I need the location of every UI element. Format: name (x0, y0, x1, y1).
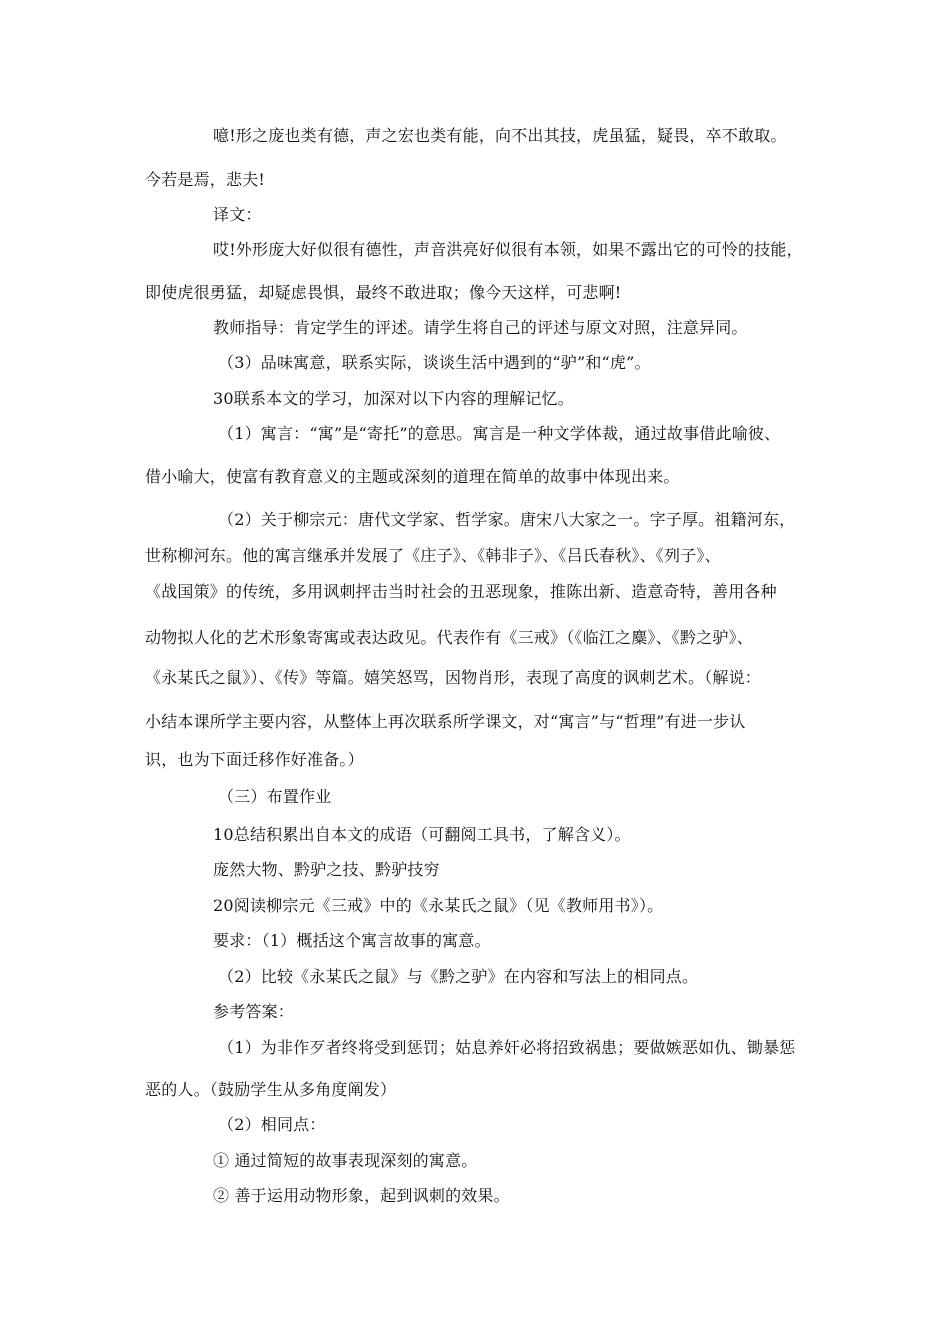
text-line: 译文： (213, 205, 262, 224)
text-line: 噫!形之庞也类有德，声之宏也类有能，向不出其技，虎虽猛，疑畏，卒不敢取。 (213, 126, 787, 145)
text-line: 《战国策》的传统，多用讽刺抨击当时社会的丑恶现象，推陈出新、造意奇特，善用各种 (145, 582, 777, 601)
text-line: （2）相同点： (218, 1115, 326, 1134)
text-line: 今若是焉，悲夫! (145, 170, 266, 189)
text-line: （2）关于柳宗元：唐代文学家、哲学家。唐宋八大家之一。字子厚。祖籍河东， (218, 510, 796, 529)
text-line: （1）寓言：“寓”是“寄托”的意思。寓言是一种文学体裁，通过故事借此喻彼、 (218, 424, 781, 443)
text-line: ① 通过简短的故事表现深刻的寓意。 (213, 1151, 478, 1170)
text-line: 即使虎很勇猛，却疑虑畏惧，最终不敢进取；像今天这样，可悲啊! (145, 283, 622, 302)
text-line: ② 善于运用动物形象，起到讽刺的效果。 (213, 1186, 510, 1205)
text-line: 动物拟人化的艺术形象寄寓或表达政见。代表作有《三戒》（《临江之麋》、《黔之驴》、 (145, 628, 754, 647)
text-line: 恶的人。（鼓励学生从多角度阐发） (145, 1080, 397, 1099)
text-line: 庞然大物、黔驴之技、黔驴技穷 (213, 860, 440, 879)
text-line: 30联系本文的学习，加深对以下内容的理解记忆。 (213, 389, 574, 408)
text-line: 教师指导：肯定学生的评述。请学生将自己的评述与原文对照，注意异同。 (213, 318, 748, 337)
text-line: （三）布置作业 (218, 787, 332, 806)
text-line: （2）比较《永某氏之鼠》与《黔之驴》在内容和写法上的相同点。 (218, 967, 699, 986)
text-line: 识，也为下面迁移作好准备。） (145, 750, 364, 769)
text-line: （1）为非作歹者终将受到惩罚；姑息养奸必将招致祸患；要做嫉恶如仇、锄暴惩 (218, 1038, 796, 1057)
text-line: （3）品味寓意，联系实际，谈谈生活中遇到的“驴”和“虎”。 (218, 353, 651, 372)
text-line: 世称柳河东。他的寓言继承并发展了《庄子》、《韩非子》、《吕氏春秋》、《列子》、 (145, 546, 721, 565)
text-line: 借小喻大，使富有教育意义的主题或深刻的道理在简单的故事中体现出来。 (145, 467, 680, 486)
text-line: 要求：（1）概括这个寓言故事的寓意。 (213, 931, 491, 950)
text-line: 20阅读柳宗元《三戒》中的《永某氏之鼠》（见《教师用书》）。 (213, 896, 664, 915)
text-line: 参考答案： (213, 1002, 295, 1021)
text-line: 哎!外形庞大好似很有德性，声音洪亮好似很有本领，如果不露出它的可怜的技能， (213, 240, 803, 259)
text-line: 10总结积累出自本文的成语（可翻阅工具书，了解含义）。 (213, 825, 631, 844)
text-line: 《永某氏之鼠》）、《传》等篇。嬉笑怒骂，因物肖形，表现了高度的讽刺艺术。（解说： (145, 668, 762, 687)
text-line: 小结本课所学主要内容，从整体上再次联系所学课文，对“寓言”与“哲理”有进一步认 (145, 712, 746, 731)
